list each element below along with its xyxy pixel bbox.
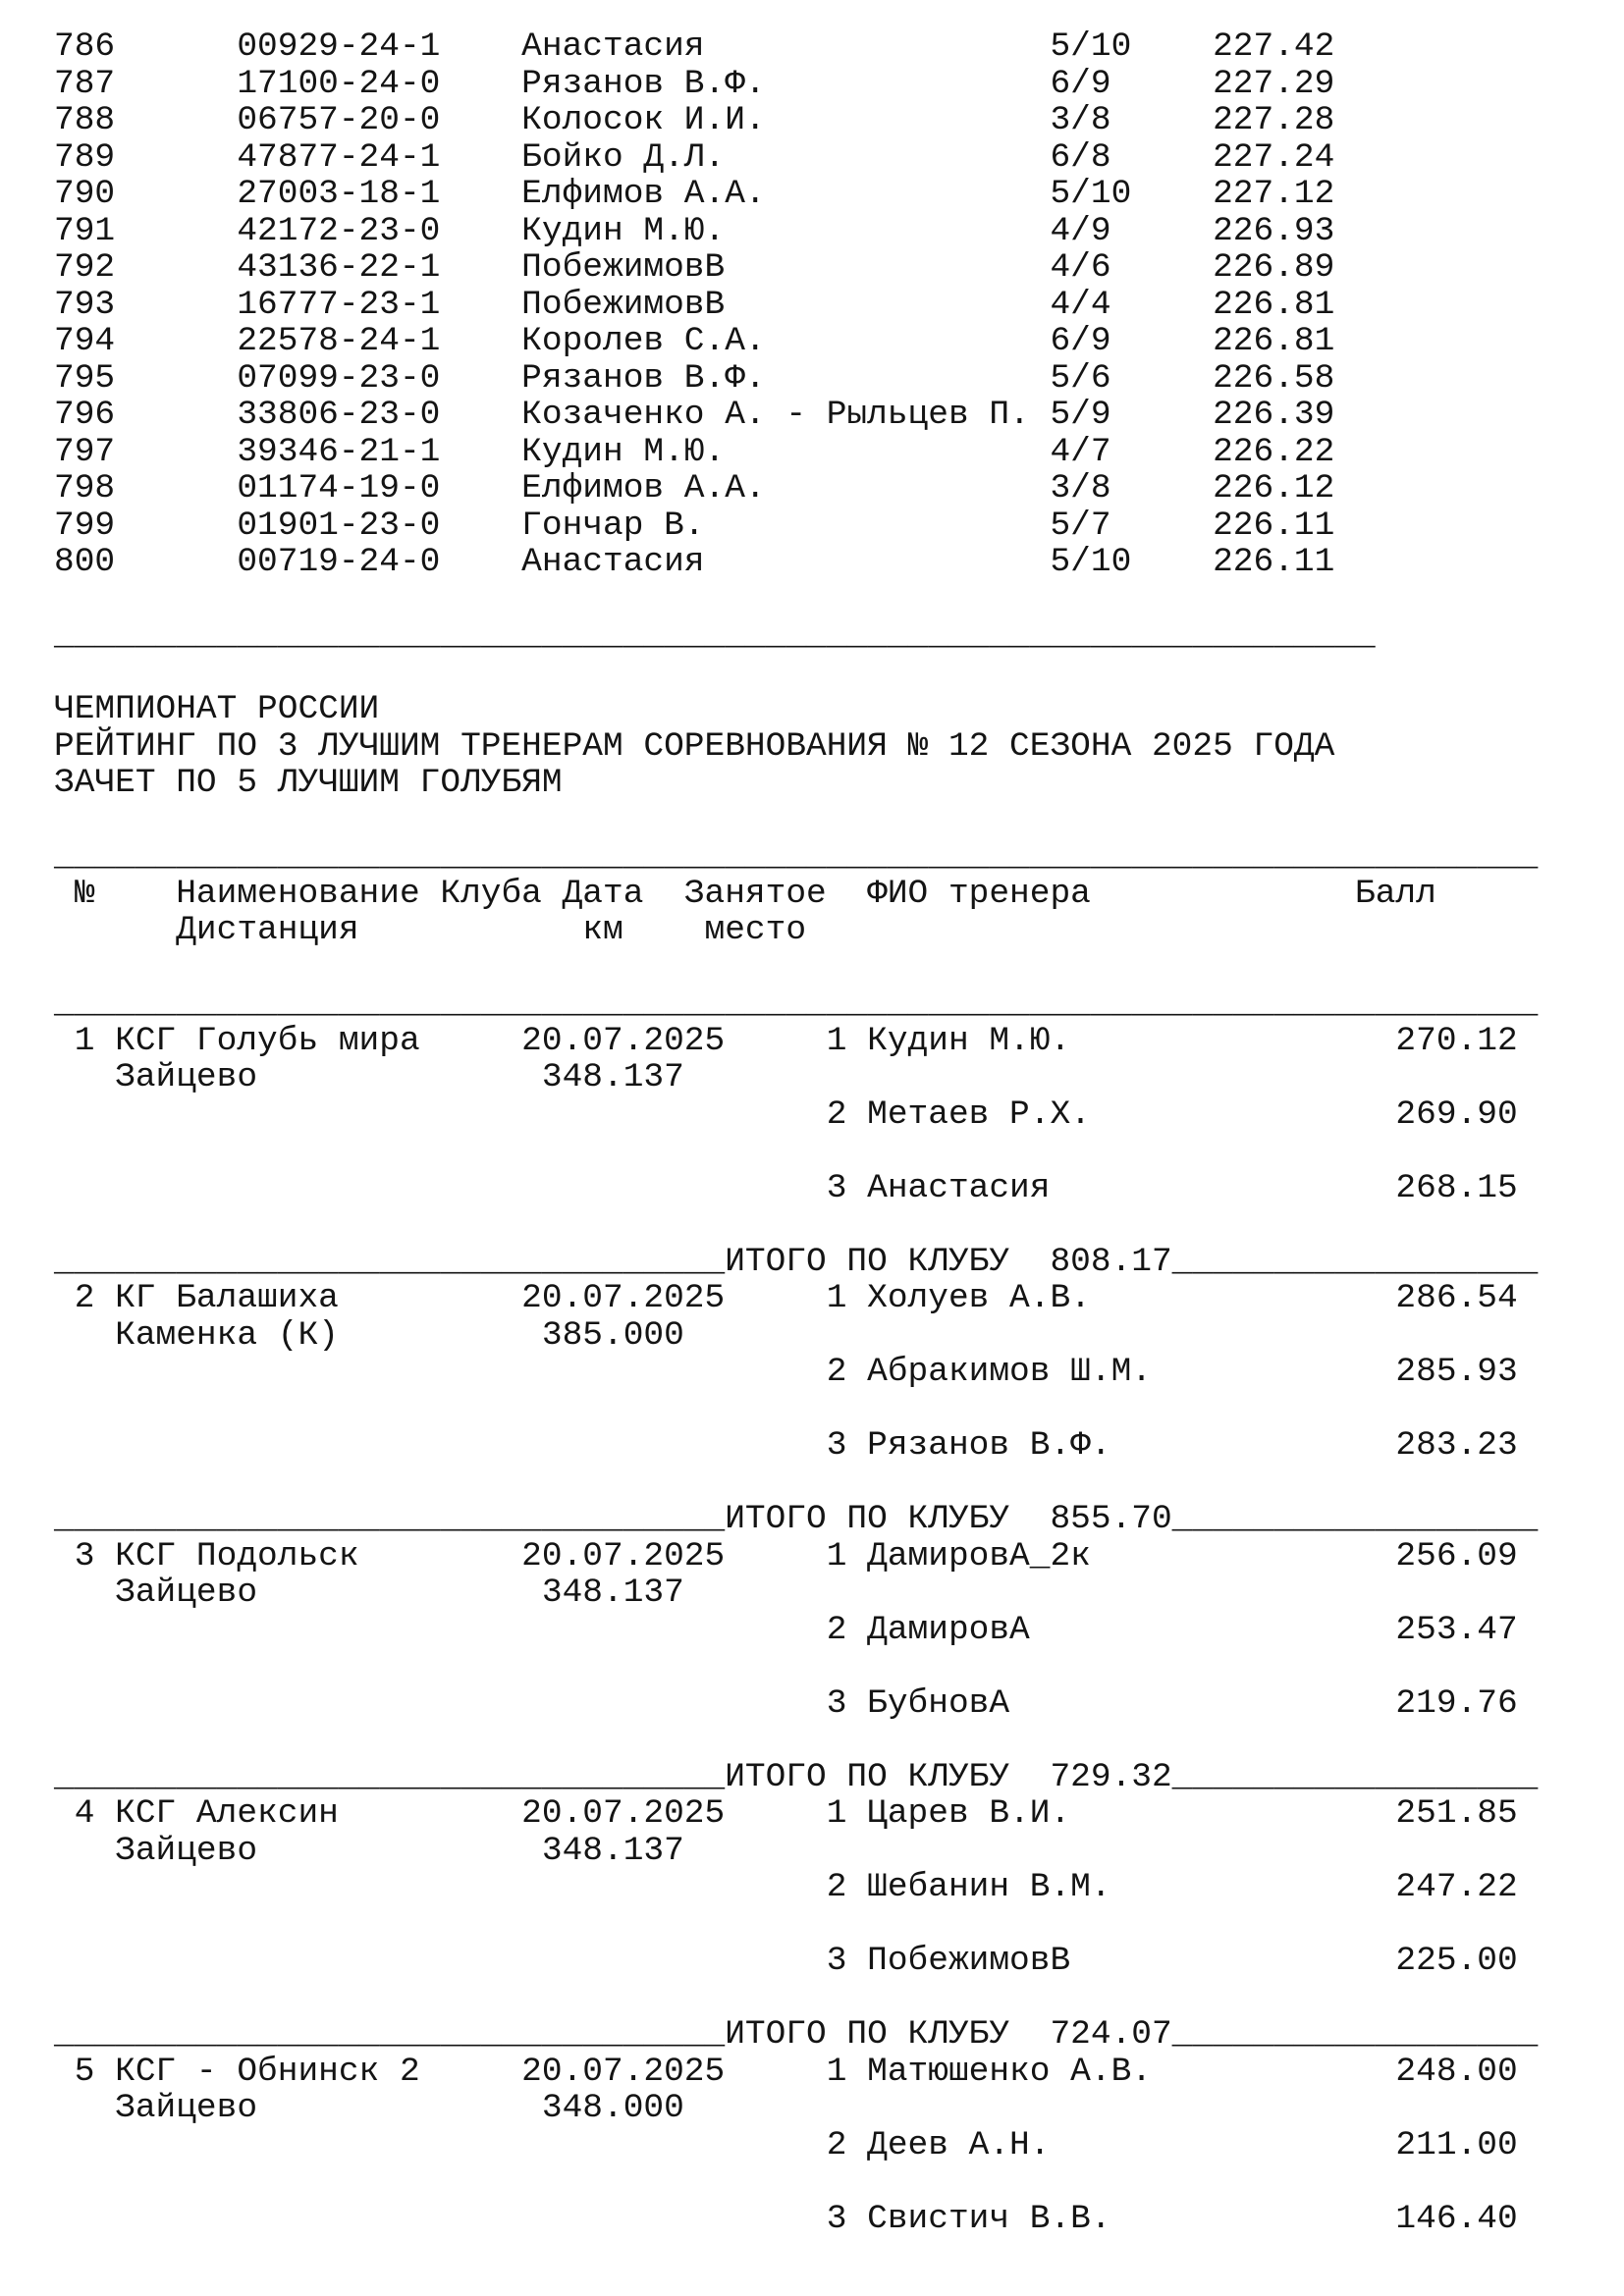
result-row bbox=[54, 66, 1624, 103]
ring-number: 33806-23-0 bbox=[237, 396, 441, 434]
club-total-label: ИТОГО ПО КЛУБУ bbox=[725, 1500, 1010, 1538]
trainer-score: 251.85 bbox=[1395, 1794, 1518, 1833]
trainer-score: 270.12 bbox=[1395, 1021, 1518, 1060]
trainer-name: Елфимов А.А. bbox=[521, 469, 766, 507]
race-date: 20.07.2025 bbox=[521, 1021, 726, 1060]
result-row bbox=[54, 470, 1624, 507]
result-row bbox=[54, 323, 1624, 360]
ring-number: 42172-23-0 bbox=[237, 211, 441, 250]
trainer-name: Бойко Д.Л. bbox=[521, 137, 726, 177]
trainer-name: Абракимов Ш.М. bbox=[867, 1353, 1152, 1391]
ring-number: 22578-24-1 bbox=[237, 322, 441, 360]
club-name: КСГ Подольск bbox=[115, 1536, 359, 1575]
col-num: № bbox=[74, 874, 95, 913]
trainer-place: 2 bbox=[826, 1868, 847, 1906]
pigeon-rank: 794 bbox=[54, 322, 116, 360]
trainer-place: 1 bbox=[826, 1021, 847, 1060]
ring-number: 00929-24-1 bbox=[237, 27, 441, 66]
trainer-name: Рязанов В.Ф. bbox=[521, 64, 766, 103]
club-location: Каменка (К) bbox=[115, 1315, 339, 1355]
club-location: Зайцево bbox=[115, 1574, 258, 1612]
trainer-score: 219.76 bbox=[1395, 1683, 1518, 1723]
pigeon-rank: 797 bbox=[54, 432, 116, 471]
score-value: 227.24 bbox=[1213, 137, 1335, 177]
table-header-row-2 bbox=[54, 912, 1624, 949]
club-location: Зайцево bbox=[115, 1058, 258, 1096]
trainer-place: 3 bbox=[826, 1426, 847, 1465]
trainer-name: ПобежимовВ bbox=[521, 285, 726, 324]
result-row bbox=[54, 434, 1624, 471]
trainer-name: ДамировА bbox=[867, 1610, 1030, 1649]
race-count: 6/9 bbox=[1050, 322, 1111, 360]
club-total-label: ИТОГО ПО КЛУБУ bbox=[725, 2015, 1010, 2054]
club-total-row: _________________________________ ИТОГО ПО КЛУБУ 724.07 __________________ bbox=[54, 2015, 1539, 2054]
spacer-line bbox=[54, 581, 1624, 618]
score-value: 226.58 bbox=[1213, 358, 1335, 398]
club-location-row bbox=[54, 1059, 1624, 1096]
trainer-place: 3 bbox=[826, 2199, 847, 2238]
club-location-row bbox=[54, 1833, 1624, 1870]
club-total-label: ИТОГО ПО КЛУБУ bbox=[725, 1242, 1010, 1281]
trainer-place: 3 bbox=[826, 1942, 847, 1980]
spacer-line bbox=[54, 1465, 1624, 1502]
trainer-score: 225.00 bbox=[1395, 1942, 1518, 1980]
trainer-name: Елфимов А.А. bbox=[521, 175, 766, 213]
trainer-score: 286.54 bbox=[1395, 1279, 1518, 1317]
race-date: 20.07.2025 bbox=[521, 1794, 726, 1833]
ring-number: 39346-21-1 bbox=[237, 432, 441, 471]
spacer-line bbox=[54, 1206, 1624, 1244]
col-score: Балл bbox=[1355, 874, 1436, 913]
trainer-row bbox=[54, 2127, 1624, 2164]
club-total-value: 855.70 bbox=[1050, 1500, 1172, 1538]
trainer-place: 1 bbox=[826, 2052, 847, 2091]
spacer-line bbox=[54, 802, 1624, 839]
distance-km: 348.137 bbox=[541, 1574, 684, 1612]
pigeon-rank: 799 bbox=[54, 506, 116, 545]
pigeon-rank: 789 bbox=[54, 137, 116, 177]
race-count: 5/9 bbox=[1050, 396, 1111, 434]
result-row bbox=[54, 287, 1624, 324]
trainer-row bbox=[54, 1612, 1624, 1649]
spacer-line bbox=[54, 2163, 1624, 2201]
trainer-row bbox=[54, 1685, 1624, 1723]
trainer-score: 247.22 bbox=[1395, 1868, 1518, 1906]
trainer-name: ПобежимовВ bbox=[521, 248, 726, 287]
table-header-row-1 bbox=[54, 876, 1624, 913]
trainer-name: Матюшенко А.В. bbox=[867, 2052, 1152, 2091]
separator-line: _________________________________________________________________________ bbox=[54, 837, 1539, 876]
ring-number: 27003-18-1 bbox=[237, 175, 441, 213]
race-count: 4/6 bbox=[1050, 248, 1111, 287]
pigeon-rank: 790 bbox=[54, 175, 116, 213]
club-name: КСГ - Обнинск 2 bbox=[115, 2052, 420, 2091]
club-total-value: 724.07 bbox=[1050, 2015, 1172, 2054]
trainer-row bbox=[54, 1170, 1624, 1207]
trainer-name: Кудин М.Ю. bbox=[521, 211, 726, 250]
trainer-name: Анастасия bbox=[521, 543, 705, 581]
result-row bbox=[54, 507, 1624, 545]
spacer-line bbox=[54, 1906, 1624, 1944]
result-row bbox=[54, 28, 1624, 66]
trainer-name: Деев А.Н. bbox=[867, 2125, 1051, 2164]
pigeon-rank: 793 bbox=[54, 285, 116, 324]
score-value: 226.93 bbox=[1213, 211, 1335, 250]
club-number: 1 bbox=[74, 1021, 95, 1060]
spacer-line bbox=[54, 1722, 1624, 1759]
race-count: 5/6 bbox=[1050, 358, 1111, 398]
race-count: 6/9 bbox=[1050, 64, 1111, 103]
trainer-name: Шебанин В.М. bbox=[867, 1868, 1111, 1906]
score-value: 226.39 bbox=[1213, 396, 1335, 434]
ring-number: 00719-24-0 bbox=[237, 543, 441, 581]
spacer-line bbox=[54, 655, 1624, 692]
club-total-value: 729.32 bbox=[1050, 1757, 1172, 1796]
pigeon-rank: 795 bbox=[54, 358, 116, 398]
race-count: 5/10 bbox=[1050, 27, 1132, 66]
spacer-line bbox=[54, 1980, 1624, 2017]
pigeon-rank: 786 bbox=[54, 27, 116, 66]
trainer-place: 2 bbox=[826, 1610, 847, 1649]
score-value: 227.29 bbox=[1213, 64, 1335, 103]
result-row bbox=[54, 102, 1624, 139]
score-value: 226.81 bbox=[1213, 285, 1335, 324]
ring-number: 06757-20-0 bbox=[237, 101, 441, 139]
club-total-row: _________________________________ ИТОГО ПО КЛУБУ 855.70 __________________ bbox=[54, 1500, 1539, 1538]
col-date: Дата bbox=[562, 874, 644, 913]
club-name: КГ Балашиха bbox=[115, 1279, 339, 1317]
col-km: км bbox=[582, 911, 623, 949]
trainer-row bbox=[54, 1869, 1624, 1906]
club-number: 4 bbox=[74, 1794, 95, 1833]
trainer-score: 269.90 bbox=[1395, 1095, 1518, 1134]
col-club: Наименование Клуба bbox=[176, 874, 542, 913]
trainer-place: 1 bbox=[826, 1794, 847, 1833]
club-location-row bbox=[54, 1317, 1624, 1355]
distance-km: 385.000 bbox=[541, 1315, 684, 1355]
ring-number: 07099-23-0 bbox=[237, 358, 441, 398]
trainer-place: 2 bbox=[826, 2125, 847, 2164]
trainer-name: Гончар В. bbox=[521, 506, 705, 545]
spacer-line bbox=[54, 949, 1624, 987]
club-row bbox=[54, 1280, 1624, 1317]
trainer-row bbox=[54, 2201, 1624, 2238]
ring-number: 01174-19-0 bbox=[237, 469, 441, 507]
club-row bbox=[54, 2054, 1624, 2091]
club-location-row bbox=[54, 2090, 1624, 2127]
separator-line: _________________________________________________________________ bbox=[54, 616, 1376, 655]
club-row bbox=[54, 1795, 1624, 1833]
race-count: 5/7 bbox=[1050, 506, 1111, 545]
club-total-row: _________________________________ ИТОГО ПО КЛУБУ 808.17 __________________ bbox=[54, 1242, 1539, 1281]
col-trainer: ФИО тренера bbox=[867, 874, 1091, 913]
score-value: 227.42 bbox=[1213, 27, 1335, 66]
score-value: 226.12 bbox=[1213, 469, 1335, 507]
result-row bbox=[54, 544, 1624, 581]
result-row bbox=[54, 213, 1624, 250]
trainer-score: 285.93 bbox=[1395, 1353, 1518, 1391]
club-row bbox=[54, 1538, 1624, 1575]
result-row bbox=[54, 360, 1624, 398]
result-row bbox=[54, 176, 1624, 213]
trainer-name: Царев В.И. bbox=[867, 1794, 1071, 1833]
trainer-place: 3 bbox=[826, 1683, 847, 1723]
club-row bbox=[54, 1023, 1624, 1060]
trainer-name: Кудин М.Ю. bbox=[521, 432, 726, 471]
result-row bbox=[54, 139, 1624, 177]
club-number: 5 bbox=[74, 2052, 95, 2091]
trainer-name: Козаченко А. - Рыльцев П. bbox=[521, 396, 1030, 434]
distance-km: 348.137 bbox=[541, 1058, 684, 1096]
trainer-name: Метаев Р.Х. bbox=[867, 1095, 1091, 1134]
ring-number: 16777-23-1 bbox=[237, 285, 441, 324]
race-count: 4/4 bbox=[1050, 285, 1111, 324]
club-location: Зайцево bbox=[115, 2089, 258, 2127]
trainer-name: Рязанов В.Ф. bbox=[521, 358, 766, 398]
score-value: 226.11 bbox=[1213, 506, 1335, 545]
score-value: 226.11 bbox=[1213, 543, 1335, 581]
pigeon-rank: 787 bbox=[54, 64, 116, 103]
trainer-name: Анастасия bbox=[521, 27, 705, 66]
club-location-row bbox=[54, 1575, 1624, 1612]
pigeon-rank: 791 bbox=[54, 211, 116, 250]
pigeon-rank: 788 bbox=[54, 101, 116, 139]
club-number: 3 bbox=[74, 1536, 95, 1575]
spacer-line bbox=[54, 1391, 1624, 1428]
trainer-place: 2 bbox=[826, 1095, 847, 1134]
ring-number: 17100-24-0 bbox=[237, 64, 441, 103]
trainer-name: Рязанов В.Ф. bbox=[867, 1426, 1111, 1465]
separator-line: _________________________________________________________________________ bbox=[54, 985, 1539, 1023]
trainer-row bbox=[54, 1354, 1624, 1391]
trainer-row bbox=[54, 1096, 1624, 1134]
score-value: 227.28 bbox=[1213, 101, 1335, 139]
trainer-name: ПобежимовВ bbox=[867, 1942, 1071, 1980]
trainer-score: 256.09 bbox=[1395, 1536, 1518, 1575]
club-location: Зайцево bbox=[115, 1831, 258, 1870]
report-subtitle: РЕЙТИНГ ПО 3 ЛУЧШИМ ТРЕНЕРАМ СОРЕВНОВАНИЯ № 12 СЕЗОНА 2025 ГОДА bbox=[54, 726, 1335, 766]
pigeon-rank: 800 bbox=[54, 543, 116, 581]
ring-number: 47877-24-1 bbox=[237, 137, 441, 177]
race-count: 3/8 bbox=[1050, 101, 1111, 139]
trainer-name: Анастасия bbox=[867, 1168, 1051, 1207]
report-subtitle2: ЗАЧЕТ ПО 5 ЛУЧШИМ ГОЛУБЯМ bbox=[54, 764, 563, 802]
race-date: 20.07.2025 bbox=[521, 2052, 726, 2091]
trainer-score: 283.23 bbox=[1395, 1426, 1518, 1465]
col-distance: Дистанция bbox=[176, 911, 359, 949]
club-total-row: _________________________________ ИТОГО ПО КЛУБУ 729.32 __________________ bbox=[54, 1757, 1539, 1796]
race-count: 5/10 bbox=[1050, 175, 1132, 213]
trainer-place: 1 bbox=[826, 1279, 847, 1317]
ring-number: 43136-22-1 bbox=[237, 248, 441, 287]
trainer-place: 1 bbox=[826, 1536, 847, 1575]
trainer-name: БубновА bbox=[867, 1683, 1010, 1723]
pigeon-rank: 798 bbox=[54, 469, 116, 507]
club-total-label: ИТОГО ПО КЛУБУ bbox=[725, 1757, 1010, 1796]
trainer-score: 211.00 bbox=[1395, 2125, 1518, 2164]
result-row bbox=[54, 249, 1624, 287]
race-date: 20.07.2025 bbox=[521, 1279, 726, 1317]
trainer-place: 3 bbox=[826, 1168, 847, 1207]
report-title: ЧЕМПИОНАТ РОССИИ bbox=[54, 690, 380, 728]
pigeon-rank: 796 bbox=[54, 396, 116, 434]
club-name: КСГ Алексин bbox=[115, 1794, 339, 1833]
trainer-name: ДамировА_2к bbox=[867, 1536, 1091, 1575]
race-date: 20.07.2025 bbox=[521, 1536, 726, 1575]
score-value: 226.89 bbox=[1213, 248, 1335, 287]
race-count: 4/7 bbox=[1050, 432, 1111, 471]
trainer-score: 268.15 bbox=[1395, 1168, 1518, 1207]
race-count: 5/10 bbox=[1050, 543, 1132, 581]
pigeon-rank: 792 bbox=[54, 248, 116, 287]
club-total-value: 808.17 bbox=[1050, 1242, 1172, 1281]
club-number: 2 bbox=[74, 1279, 95, 1317]
trainer-name: Свистич В.В. bbox=[867, 2199, 1111, 2238]
trainer-row bbox=[54, 1943, 1624, 1980]
trainer-name: Колосок И.И. bbox=[521, 101, 766, 139]
col-seat: место bbox=[704, 911, 807, 949]
spacer-line bbox=[54, 1133, 1624, 1170]
score-value: 227.12 bbox=[1213, 175, 1335, 213]
ring-number: 01901-23-0 bbox=[237, 506, 441, 545]
trainer-score: 146.40 bbox=[1395, 2199, 1518, 2238]
race-count: 6/8 bbox=[1050, 137, 1111, 177]
score-value: 226.22 bbox=[1213, 432, 1335, 471]
distance-km: 348.137 bbox=[541, 1831, 684, 1870]
race-count: 3/8 bbox=[1050, 469, 1111, 507]
race-count: 4/9 bbox=[1050, 211, 1111, 250]
trainer-place: 2 bbox=[826, 1353, 847, 1391]
trainer-name: Холуев А.В. bbox=[867, 1279, 1091, 1317]
result-row bbox=[54, 397, 1624, 434]
score-value: 226.81 bbox=[1213, 322, 1335, 360]
trainer-score: 253.47 bbox=[1395, 1610, 1518, 1649]
col-place: Занятое bbox=[683, 874, 827, 913]
distance-km: 348.000 bbox=[541, 2089, 684, 2127]
trainer-score: 248.00 bbox=[1395, 2052, 1518, 2091]
spacer-line bbox=[54, 1648, 1624, 1685]
trainer-name: Кудин М.Ю. bbox=[867, 1021, 1071, 1060]
club-name: КСГ Голубь мира bbox=[115, 1021, 420, 1060]
trainer-name: Королев С.А. bbox=[521, 322, 766, 360]
trainer-row bbox=[54, 1427, 1624, 1465]
